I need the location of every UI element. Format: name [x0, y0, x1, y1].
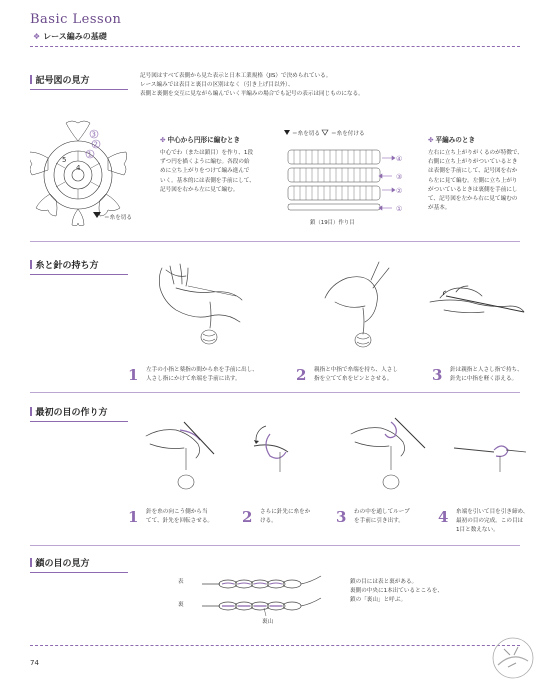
chain-label-front: 表	[178, 579, 184, 585]
step-number: 1	[128, 508, 139, 526]
text-line: 記号図を右から左に見て編む。	[160, 186, 239, 193]
flat-legend-join: ＝糸を付ける	[331, 131, 365, 137]
section-rule	[30, 89, 128, 90]
text-line: 鎖の「裏山」と呼ぶ。	[350, 597, 407, 604]
step-number: 1	[128, 366, 139, 384]
step-text	[450, 366, 523, 384]
flat-text	[428, 149, 523, 213]
flower-icon: ✤	[160, 136, 166, 144]
section-divider	[30, 392, 520, 393]
row-label: ④	[396, 155, 403, 163]
motif-cut-label: ＝糸を切る	[104, 215, 132, 221]
section-heading-symbols: 記号図の見方	[30, 73, 90, 86]
section-heading-chain: 鎖の目の見方	[30, 556, 90, 569]
step-number: 3	[432, 366, 443, 384]
watermark-logo	[490, 635, 536, 681]
motif-label: 1	[87, 150, 92, 159]
lesson-subtitle-text: レース編みの基礎	[43, 32, 107, 41]
text-line: 人さし指にかけて糸端を手前に出す。	[146, 376, 241, 383]
circle-text	[160, 149, 255, 195]
text-line: 指を立てて糸をピンとさせる。	[314, 376, 393, 383]
intro-line: 記号図はすべて表側から見た表示と日本工業規格（JIS）で決められている。	[140, 73, 332, 79]
text-line: 中心でわ（または鎖目）を作り、1段	[160, 150, 254, 156]
chain-label-back: 裏	[178, 602, 184, 608]
join-marker-icon	[322, 130, 328, 135]
text-line: 針先に中指を軽く添える。	[450, 376, 518, 383]
row-label: ①	[396, 205, 403, 213]
intro-line: レース編みでは表目と裏目の区別はなく（引き上げ目以外）、	[140, 82, 294, 89]
section-divider	[30, 545, 520, 546]
intro-line: 表側と裏側を交互に見ながら編んでいく平編みの場合でも記号の表示は同じものになる。	[140, 91, 364, 98]
text-line: 裏側の中央に1本出ているところを、	[350, 588, 444, 595]
chain-label-ura: 裏山	[262, 619, 274, 625]
footer-divider	[30, 645, 520, 646]
hand-illustration	[315, 258, 405, 350]
step-illustration	[140, 410, 230, 500]
flat-caption: 鎖（19目）作り目	[310, 220, 355, 226]
header-divider	[30, 46, 520, 47]
text-line: 針を糸の向こう側から当	[146, 509, 208, 515]
section-rule	[30, 572, 128, 573]
step-illustration	[345, 408, 435, 498]
circle-subhead	[160, 134, 240, 144]
chain-illustration	[200, 574, 330, 620]
step-text	[146, 366, 258, 384]
lesson-subtitle	[33, 31, 107, 42]
text-line: ずつ円を描くように編む。各段の始	[160, 159, 250, 166]
text-line: さらに針先に糸をか	[260, 509, 311, 515]
row-label: ③	[396, 173, 403, 181]
text-line: 針は親指と人さし指で持ち、	[450, 367, 523, 373]
text-line: て、記号図を左から右に見て編むの	[428, 196, 518, 203]
flower-icon: ✤	[428, 136, 434, 144]
step-text	[146, 508, 213, 526]
flat-legend-cut: ＝糸を切る	[292, 131, 320, 137]
circle-subhead-text: 中心から円形に編むとき	[167, 136, 241, 144]
flat-subhead	[428, 134, 475, 144]
step-text	[354, 508, 410, 526]
text-line: 右側に立ち上がりがついているとき	[428, 159, 518, 166]
text-line: 左手の小指と薬指の間から糸を手前に出し、	[146, 367, 258, 373]
flower-icon: ❖	[33, 32, 41, 41]
flat-knitting-diagram	[282, 128, 412, 230]
text-line: ける。	[260, 518, 277, 525]
text-line: は表側を手前にして、記号図を右か	[428, 168, 518, 175]
text-line: 左右に立ち上がりがくるのが特徴で、	[428, 150, 523, 156]
step-number: 2	[296, 366, 307, 384]
section-rule	[30, 274, 128, 275]
hand-illustration	[148, 258, 258, 350]
section-heading-first-stitch: 最初の目の作り方	[30, 405, 108, 418]
text-line: がついているときは裏側を手前にし	[428, 186, 518, 193]
flat-subhead-text: 平編みのとき	[435, 136, 476, 144]
text-line: を手前に引き出す。	[354, 518, 404, 525]
step-text	[314, 366, 398, 384]
rotate-arrow-icon	[254, 440, 259, 444]
text-line: 最初の目の完成。この目は	[456, 518, 524, 525]
section-heading-holding: 糸と針の持ち方	[30, 258, 99, 271]
text-line: ら左に見て編む。左側に立ち上がり	[428, 177, 518, 184]
circular-motif-diagram	[30, 118, 170, 230]
step-number: 2	[242, 508, 253, 526]
hand-hook-illustration	[420, 262, 530, 342]
text-line: いく。基本的には表側を手前にして、	[160, 177, 255, 184]
chain-text	[350, 578, 443, 606]
step-number: 4	[438, 508, 449, 526]
text-line: 鎖の目には表と裏がある。	[350, 579, 418, 585]
text-line: 親指と中指で糸端を持ち、人さし	[314, 367, 398, 373]
row-label: ②	[396, 187, 403, 195]
section1-intro	[140, 72, 364, 100]
step-illustration	[250, 416, 310, 476]
text-line: 糸端を引いて目を引き締め、	[456, 509, 529, 515]
step-number: 3	[336, 508, 347, 526]
text-line: 1目と数えない。	[456, 527, 499, 534]
motif-label: 3	[91, 130, 96, 139]
text-line: わの中を通してループ	[354, 509, 410, 515]
step-text	[456, 508, 529, 536]
motif-label: 5	[62, 156, 67, 164]
lesson-title: Basic Lesson	[30, 12, 122, 27]
text-line: が基本。	[428, 205, 451, 212]
section-divider	[30, 241, 520, 242]
text-line: てて、針先を回転させる。	[146, 518, 214, 525]
page-number: 74	[30, 659, 39, 667]
text-line: めに立ち上がりをつけて編み進んで	[160, 168, 250, 175]
section-rule	[30, 421, 128, 422]
step-text	[260, 508, 310, 526]
motif-label: 2	[93, 140, 98, 149]
cut-marker-icon	[284, 130, 290, 135]
step-illustration	[450, 432, 530, 482]
motif-label: 4	[76, 164, 81, 172]
